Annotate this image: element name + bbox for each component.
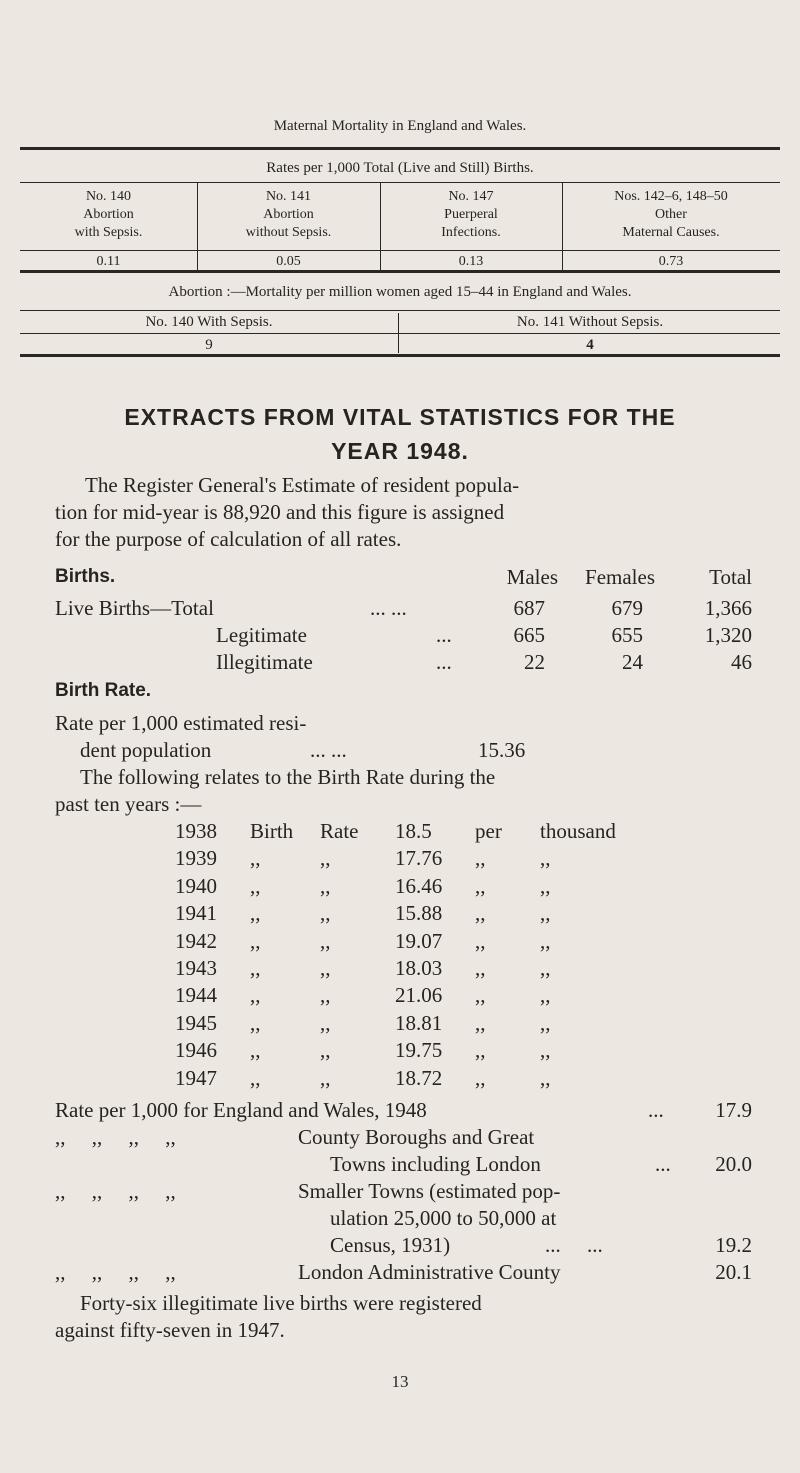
comparison-text: County Boroughs and Great bbox=[298, 1125, 535, 1149]
cell-c3: ,, bbox=[475, 1065, 486, 1090]
cell-c3: ,, bbox=[475, 1038, 486, 1063]
cell-c4: ,, bbox=[540, 846, 551, 871]
cell-c2: ,, bbox=[320, 1038, 331, 1063]
cell-c3: ,, bbox=[475, 956, 486, 980]
table-row bbox=[0, 955, 800, 982]
header-line: No. 147 bbox=[448, 189, 494, 204]
cell-c2: ,, bbox=[320, 873, 331, 898]
rate-value: 15.36 bbox=[478, 738, 526, 762]
cell-year: 1943 bbox=[175, 956, 217, 980]
cell-c2: ,, bbox=[320, 956, 331, 980]
col-header-total: Total bbox=[709, 565, 752, 589]
cell-c4: ,, bbox=[540, 928, 551, 953]
following-text: The following relates to the Birth Rate during the bbox=[80, 765, 496, 789]
cell-value: 19.75 bbox=[395, 1038, 443, 1063]
cell-c1: ,, bbox=[250, 1010, 261, 1035]
cell-year: 1947 bbox=[175, 1065, 217, 1090]
cell-value: 21.06 bbox=[395, 983, 443, 1008]
births-males: 687 bbox=[513, 596, 545, 620]
births-total: 46 bbox=[731, 650, 752, 674]
table-top-rule bbox=[20, 147, 780, 150]
table-row bbox=[0, 818, 800, 845]
cell-c4: ,, bbox=[540, 873, 551, 898]
cell-value: 17.76 bbox=[395, 846, 443, 871]
header-line: Maternal Causes. bbox=[622, 225, 720, 240]
rate-line: Rate per 1,000 estimated resi- bbox=[55, 711, 307, 735]
births-females: 655 bbox=[611, 623, 643, 647]
births-total: 1,366 bbox=[704, 596, 752, 620]
comparison-text: Smaller Towns (estimated pop- bbox=[298, 1179, 561, 1203]
cell-c2: ,, bbox=[320, 1065, 331, 1090]
header-line: Infections. bbox=[441, 225, 501, 240]
cell-c1: Birth bbox=[250, 819, 294, 843]
comparison-text: ulation 25,000 to 50,000 at bbox=[330, 1206, 557, 1230]
dot-leader: ... bbox=[436, 650, 452, 674]
cell-c3: ,, bbox=[475, 928, 486, 953]
cell-c2: ,, bbox=[320, 846, 331, 871]
section-heading: EXTRACTS FROM VITAL STATISTICS FOR THE bbox=[124, 404, 676, 430]
cell-c3: ,, bbox=[475, 846, 486, 871]
comparison-value: 17.9 bbox=[715, 1098, 752, 1122]
table-row bbox=[0, 873, 800, 900]
header-rule bbox=[20, 182, 780, 183]
comparison-text: Rate per 1,000 for England and Wales, 1948 bbox=[55, 1098, 427, 1122]
cell-c2: ,, bbox=[320, 983, 331, 1008]
text-line: for the purpose of calculation of all rates. bbox=[55, 527, 402, 551]
comparison-text: London Administrative County bbox=[298, 1260, 561, 1284]
header-line: with Sepsis. bbox=[74, 225, 143, 240]
abortion-bottom-rule bbox=[20, 354, 780, 357]
header-line: Puerperal bbox=[444, 207, 498, 222]
maternal-col-header bbox=[380, 188, 562, 242]
cell-c1: ,, bbox=[250, 846, 261, 871]
births-males: 22 bbox=[524, 650, 545, 674]
abortion-top-rule bbox=[20, 310, 780, 311]
cell-c1: ,, bbox=[250, 873, 261, 898]
cell-c3: per bbox=[475, 819, 502, 843]
table-row bbox=[0, 900, 800, 927]
header-line: No. 140 bbox=[85, 189, 132, 204]
cell-c3: ,, bbox=[475, 873, 486, 898]
cell-c4: thousand bbox=[540, 819, 616, 843]
comparison-value: 19.2 bbox=[715, 1233, 752, 1257]
cell-year: 1942 bbox=[175, 928, 217, 953]
ditto-marks: ,, ,, ,, ,, bbox=[55, 1125, 176, 1149]
value-rule bbox=[20, 250, 780, 251]
births-row-label: Legitimate bbox=[216, 623, 307, 647]
abortion-col2-value: 4 bbox=[586, 337, 594, 353]
births-row-label: Illegitimate bbox=[216, 650, 313, 674]
header-line: Abortion bbox=[263, 207, 314, 222]
intro-paragraph bbox=[55, 472, 755, 553]
cell-c3: ,, bbox=[475, 983, 486, 1008]
table-bottom-rule bbox=[20, 270, 780, 273]
abortion-title: Abortion :—Mortality per million women aged 15–44 in England and Wales. bbox=[168, 284, 632, 300]
cell-c3: ,, bbox=[475, 1010, 486, 1035]
table-row bbox=[0, 982, 800, 1009]
cell-c1: ,, bbox=[250, 1038, 261, 1063]
cell-c1: ,, bbox=[250, 1065, 261, 1090]
maternal-value: 0.13 bbox=[458, 254, 484, 269]
cell-c2: ,, bbox=[320, 1010, 331, 1035]
table-row bbox=[0, 1010, 800, 1037]
maternal-value: 0.05 bbox=[276, 254, 301, 269]
cell-c3: ,, bbox=[475, 901, 486, 926]
table-row bbox=[0, 928, 800, 955]
abortion-col2-header: No. 141 Without Sepsis. bbox=[516, 314, 664, 330]
dot-leader: ... bbox=[655, 1152, 671, 1176]
rate-line: dent population bbox=[80, 738, 212, 762]
page-number: 13 bbox=[391, 1372, 409, 1391]
header-line: Other bbox=[655, 207, 687, 222]
births-heading: Births. bbox=[55, 566, 116, 587]
col-header-males: Males bbox=[506, 565, 558, 589]
cell-year: 1940 bbox=[175, 873, 217, 898]
cell-year: 1939 bbox=[175, 846, 217, 871]
following-text: past ten years :— bbox=[55, 792, 202, 816]
maternal-title: Maternal Mortality in England and Wales. bbox=[273, 118, 527, 134]
maternal-col-header bbox=[20, 188, 197, 242]
section-heading: YEAR 1948. bbox=[331, 438, 469, 464]
cell-c4: ,, bbox=[540, 1065, 551, 1090]
cell-c4: ,, bbox=[540, 901, 551, 926]
cell-value: 18.81 bbox=[395, 1010, 443, 1035]
cell-c1: ,, bbox=[250, 928, 261, 953]
cell-year: 1938 bbox=[175, 819, 217, 843]
births-total: 1,320 bbox=[704, 623, 752, 647]
cell-c4: ,, bbox=[540, 983, 551, 1008]
cell-value: 16.46 bbox=[395, 873, 443, 898]
header-line: Abortion bbox=[83, 207, 134, 222]
dot-leader: ... ... bbox=[545, 1233, 603, 1257]
births-females: 679 bbox=[611, 596, 643, 620]
abortion-mid-rule bbox=[20, 333, 780, 334]
cell-c2: Rate bbox=[320, 819, 359, 843]
maternal-subtitle: Rates per 1,000 Total (Live and Still) Births. bbox=[266, 160, 534, 176]
cell-value: 19.07 bbox=[395, 928, 443, 953]
cell-year: 1941 bbox=[175, 901, 217, 926]
table-row bbox=[0, 1065, 800, 1092]
dot-leader: ... bbox=[648, 1098, 664, 1122]
text-line: tion for mid-year is 88,920 and this figure is assigned bbox=[55, 500, 505, 524]
abortion-col1-value: 9 bbox=[205, 337, 213, 353]
dot-leader: ... bbox=[436, 623, 452, 647]
comparison-value: 20.1 bbox=[715, 1260, 752, 1284]
dot-leader: ... ... bbox=[310, 738, 347, 762]
comparison-text: Towns including London bbox=[330, 1152, 541, 1176]
cell-c4: ,, bbox=[540, 1010, 551, 1035]
maternal-value: 0.11 bbox=[96, 254, 121, 269]
cell-c1: ,, bbox=[250, 901, 261, 926]
birth-rate-heading: Birth Rate. bbox=[55, 680, 152, 701]
maternal-col-header bbox=[562, 188, 780, 242]
cell-c4: ,, bbox=[540, 1038, 551, 1063]
cell-year: 1946 bbox=[175, 1038, 217, 1063]
cell-c4: ,, bbox=[540, 956, 551, 980]
col-header-females: Females bbox=[585, 565, 655, 589]
ditto-marks: ,, ,, ,, ,, bbox=[55, 1260, 176, 1284]
comparison-value: 20.0 bbox=[715, 1152, 752, 1176]
birth-rate-table bbox=[0, 818, 800, 1098]
cell-value: 15.88 bbox=[395, 901, 443, 926]
cell-value: 18.5 bbox=[395, 819, 432, 843]
maternal-col-header bbox=[197, 188, 380, 242]
header-line: No. 141 bbox=[265, 189, 312, 204]
table-row bbox=[0, 845, 800, 872]
cell-c1: ,, bbox=[250, 956, 261, 980]
cell-value: 18.03 bbox=[395, 956, 443, 980]
text-line: The Register General's Estimate of resident popula- bbox=[85, 473, 520, 497]
closing-text: against fifty-seven in 1947. bbox=[55, 1318, 285, 1342]
births-males: 665 bbox=[513, 623, 545, 647]
cell-year: 1944 bbox=[175, 983, 217, 1008]
cell-c2: ,, bbox=[320, 901, 331, 926]
births-females: 24 bbox=[622, 650, 643, 674]
table-row bbox=[0, 1037, 800, 1064]
cell-c1: ,, bbox=[250, 983, 261, 1008]
header-line: without Sepsis. bbox=[245, 225, 332, 240]
births-row-label: Live Births—Total bbox=[55, 596, 214, 620]
closing-text: Forty-six illegitimate live births were registered bbox=[80, 1291, 482, 1315]
ditto-marks: ,, ,, ,, ,, bbox=[55, 1179, 176, 1203]
cell-value: 18.72 bbox=[395, 1065, 443, 1090]
cell-c2: ,, bbox=[320, 928, 331, 953]
dot-leader: ... ... bbox=[370, 596, 407, 620]
header-line: Nos. 142–6, 148–50 bbox=[614, 189, 728, 204]
abortion-col1-header: No. 140 With Sepsis. bbox=[145, 314, 273, 330]
maternal-value: 0.73 bbox=[658, 254, 684, 269]
cell-year: 1945 bbox=[175, 1010, 217, 1035]
comparison-text: Census, 1931) bbox=[330, 1233, 451, 1257]
